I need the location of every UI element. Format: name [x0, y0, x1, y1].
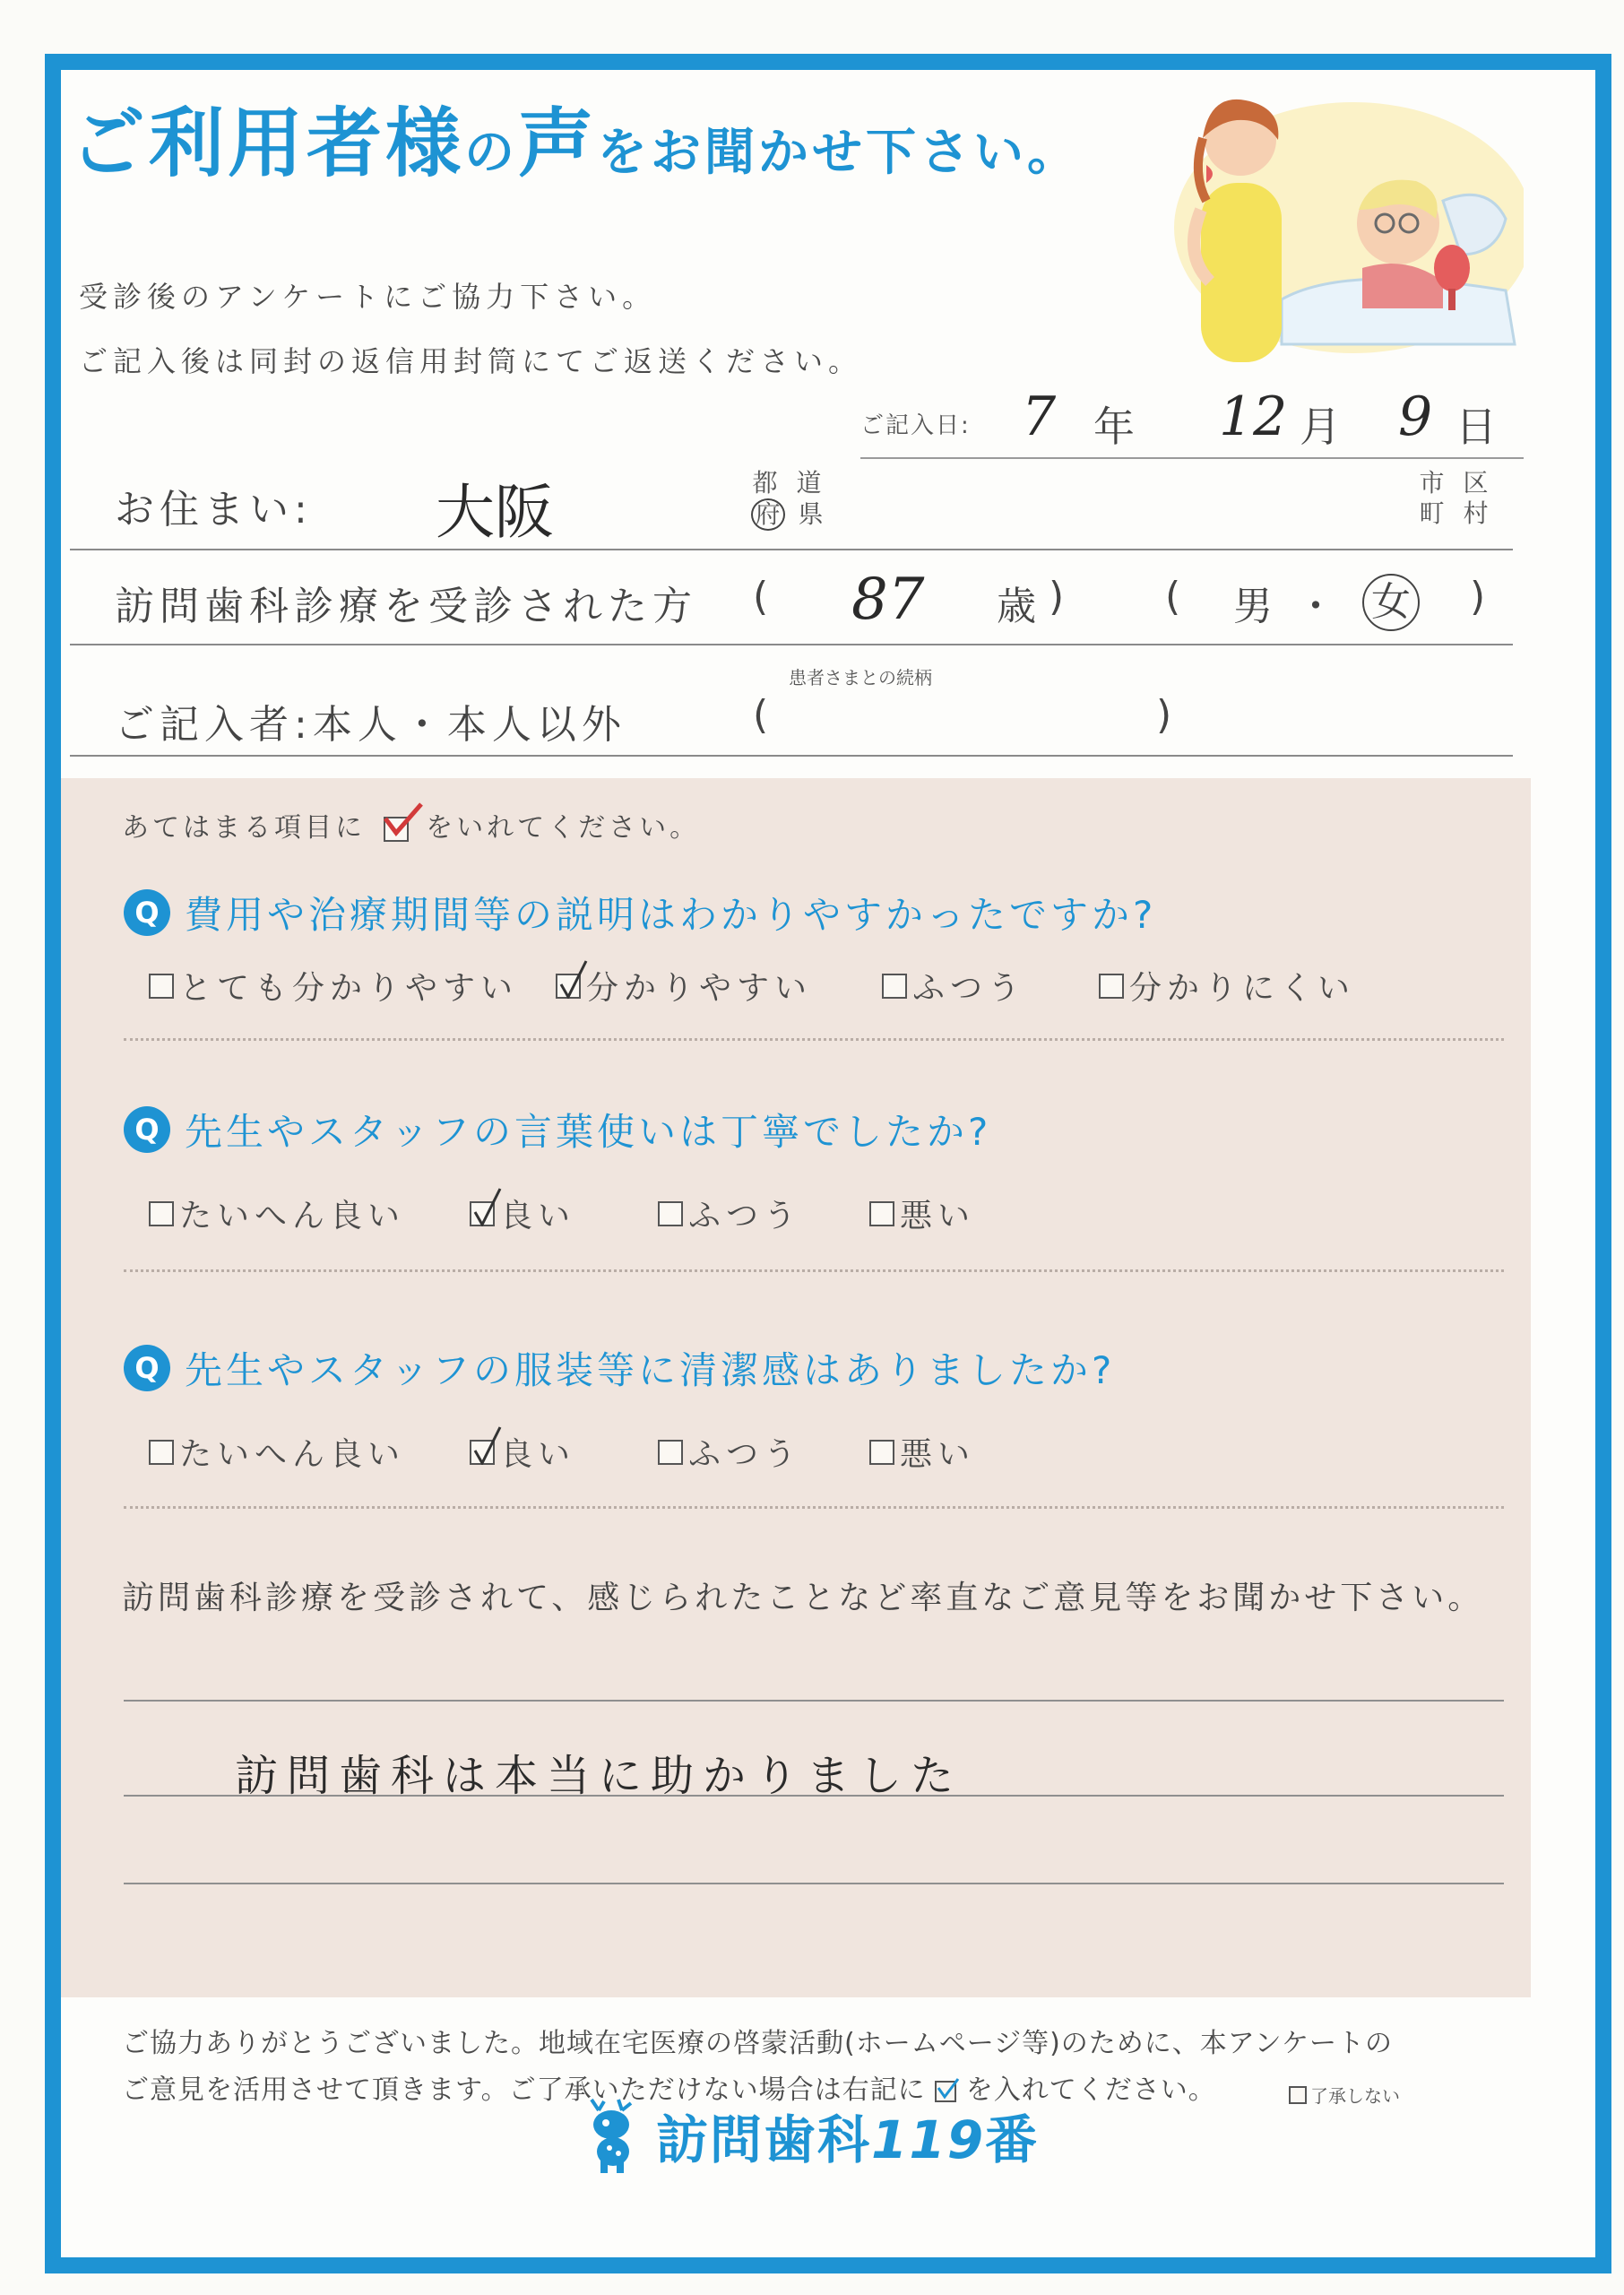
relation-field[interactable] [807, 692, 1165, 740]
checkbox-checked[interactable] [470, 1201, 495, 1226]
patient-label: 訪問歯科診療を受診された方 [115, 584, 697, 629]
address-underline [70, 549, 1513, 550]
date-year-value[interactable]: 7 [1022, 385, 1057, 448]
date-month-unit: 月 [1300, 403, 1341, 451]
address-value[interactable]: 大阪 [436, 478, 554, 547]
check-mark-icon [937, 2077, 960, 2100]
q2-divider [124, 1269, 1504, 1272]
opinion-label: 訪問歯科診療を受診されて、感じられたことなど率直なご意見等をお聞かせ下さい。 [122, 1580, 1484, 1616]
writer-label: ご記入者:本人・本人以外 [115, 702, 626, 748]
check-mark-icon [470, 1187, 505, 1226]
question-1-text: 費用や治療期間等の説明はわかりやすかったですか? [185, 893, 1157, 937]
gender-open-paren: ( [1165, 574, 1187, 619]
check-mark-icon [384, 802, 423, 838]
prefecture-type-to-do: 都 道 [752, 468, 827, 498]
page-title: ご利用者様の声をお聞かせ下さい。 [70, 99, 1082, 187]
age-close-paren: ) [1049, 574, 1070, 619]
q2-option-3[interactable]: ふつう [658, 1191, 801, 1236]
opt-out-checkbox[interactable] [1289, 2086, 1307, 2104]
gender-male-option[interactable]: 男 [1233, 584, 1278, 629]
opinion-handwritten-text[interactable]: 訪問歯科は本当に助かりました [235, 1751, 963, 1801]
q3-option-1[interactable]: たいへん良い [149, 1429, 405, 1475]
q1-divider [124, 1038, 1504, 1041]
footer-line-2: ご意見を活用させて頂きます。ご了承いただけない場合は右記に を入れてください。 [122, 2074, 1216, 2106]
checkbox-checked[interactable] [556, 974, 581, 999]
relation-close-paren: ) [1156, 692, 1178, 738]
question-marker-icon: Q [124, 889, 170, 936]
intro-line-2: ご記入後は同封の返信用封筒にてご返送ください。 [79, 344, 863, 378]
brand-name: 訪問歯科119番 [656, 2109, 1040, 2170]
checkbox[interactable] [882, 974, 907, 999]
opinion-line-2 [124, 1795, 1504, 1797]
gender-close-paren: ) [1470, 574, 1491, 619]
city-type-shi-ku: 市 区 [1419, 468, 1494, 498]
checkbox[interactable] [658, 1440, 683, 1465]
q3-divider [124, 1506, 1504, 1509]
writer-underline [70, 755, 1513, 757]
check-mark-icon [470, 1425, 505, 1465]
question-1 [124, 886, 1156, 940]
q3-option-3[interactable]: ふつう [658, 1429, 801, 1475]
opt-out-label: 了承しない [1310, 2085, 1400, 2107]
age-unit: 歳 [997, 584, 1041, 629]
q2-option-2[interactable]: 良い [470, 1191, 575, 1236]
checkbox-checked[interactable] [470, 1440, 495, 1465]
patient-age-value[interactable]: 87 [851, 567, 925, 633]
checkbox[interactable] [149, 974, 174, 999]
date-day-value[interactable]: 9 [1398, 385, 1433, 448]
deer-mascot-icon [583, 2098, 645, 2173]
age-open-paren: ( [753, 574, 774, 619]
prefecture-type-selector[interactable] [740, 468, 839, 529]
checkbox[interactable] [149, 1201, 174, 1226]
q1-option-3[interactable]: ふつう [882, 963, 1025, 1009]
question-2-text: 先生やスタッフの言葉使いは丁寧でしたか? [185, 1110, 992, 1154]
checkbox[interactable] [1099, 974, 1124, 999]
address-label: お住まい: [115, 487, 313, 533]
date-year-unit: 年 [1093, 403, 1135, 451]
q1-option-1[interactable]: とても分かりやすい [149, 963, 518, 1009]
relation-caption: 患者さまとの続柄 [789, 667, 932, 688]
entry-date-row [860, 382, 1524, 459]
checkbox[interactable] [869, 1201, 894, 1226]
question-3-text: 先生やスタッフの服装等に清潔感はありましたか? [185, 1348, 1116, 1392]
checkbox[interactable] [869, 1440, 894, 1465]
gender-separator: ・ [1296, 584, 1341, 629]
check-mark-icon [556, 959, 592, 999]
consent-opt-out[interactable] [1289, 2082, 1400, 2108]
question-marker-icon: Q [124, 1106, 170, 1153]
intro-line-1: 受診後のアンケートにご協力下さい。 [79, 280, 657, 314]
prefecture-type-fu: 府 [751, 498, 785, 531]
city-type-cho-son: 町 村 [1419, 498, 1494, 528]
city-type-selector[interactable] [1407, 468, 1506, 529]
relation-open-paren: ( [753, 692, 774, 738]
opinion-line-1 [124, 1700, 1504, 1702]
prefecture-type-ken: 県 [798, 499, 829, 529]
question-2 [124, 1103, 991, 1156]
gender-female-option[interactable]: 女 [1362, 574, 1420, 631]
instruction-text: あてはまる項目に をいれてください。 [122, 805, 700, 844]
q2-option-4[interactable]: 悪い [869, 1191, 975, 1236]
patient-underline [70, 644, 1513, 645]
sample-checkbox [384, 817, 409, 842]
q2-option-1[interactable]: たいへん良い [149, 1191, 405, 1236]
entry-date-label: ご記入日: [860, 412, 971, 439]
checkbox[interactable] [149, 1440, 174, 1465]
question-3 [124, 1341, 1115, 1395]
question-marker-icon: Q [124, 1345, 170, 1391]
q3-option-4[interactable]: 悪い [869, 1429, 975, 1475]
footer-line-1: ご協力ありがとうございました。地域在宅医療の啓蒙活動(ホームページ等)のために、本アンケートの [122, 2028, 1394, 2059]
opinion-line-3 [124, 1883, 1504, 1884]
q1-option-2[interactable]: 分かりやすい [556, 963, 812, 1009]
date-month-value[interactable]: 12 [1219, 385, 1288, 448]
date-day-unit: 日 [1456, 403, 1497, 451]
checkbox[interactable] [658, 1201, 683, 1226]
q3-option-2[interactable]: 良い [470, 1429, 575, 1475]
q1-option-4[interactable]: 分かりにくい [1099, 963, 1355, 1009]
caregiver-patient-illustration [1147, 75, 1524, 362]
brand-logo [583, 2098, 1039, 2173]
